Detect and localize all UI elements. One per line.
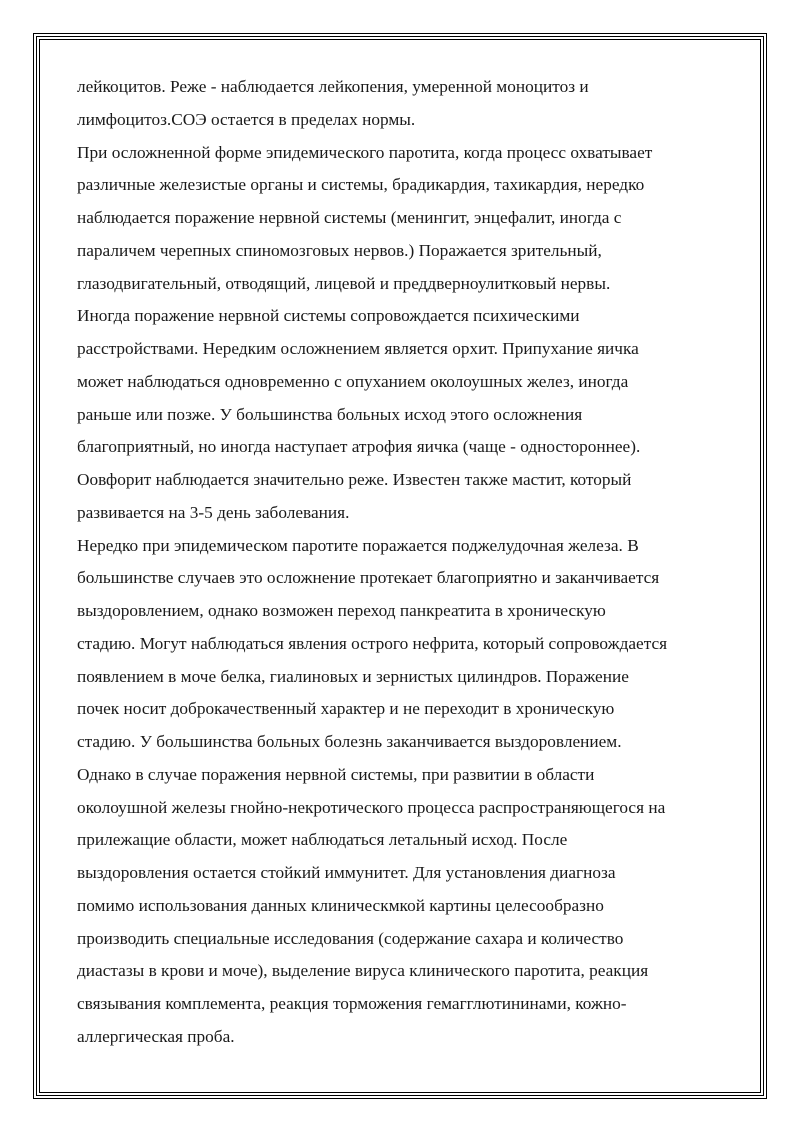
text-line: стадию. Могут наблюдаться явления острого нефрита, который сопровождается <box>77 633 668 653</box>
text-line: появлением в моче белка, гиалиновых и зернистых цилиндров. Поражение <box>77 666 629 686</box>
text-line: наблюдается поражение нервной системы (менингит, энцефалит, иногда с <box>77 208 622 227</box>
text-line: параличем черепных спиномозговых нервов.) Поражается зрительный, <box>77 240 602 260</box>
text-line: лимфоцитоз.СОЭ остается в пределах нормы. <box>77 109 416 129</box>
text-line: производить специальные исследования (содержание сахара и количество <box>77 928 624 948</box>
document-body <box>77 71 737 1054</box>
text-line: околоушной железы гнойно-некротического процесса распространяющегося на <box>77 797 666 817</box>
text-line: Нередко при эпидемическом паротите поражается поджелудочная железа. В <box>77 535 639 555</box>
text-line: Однако в случае поражения нервной системы, при развитии в области <box>77 764 595 784</box>
text-line: Иногда поражение нервной системы сопровождается психическими <box>77 306 580 326</box>
text-line: раньше или позже. У большинства больных исход этого осложнения <box>77 404 583 424</box>
text-line: глазодвигательный, отводящий, лицевой и преддверноулитковый нервы. <box>77 273 611 293</box>
text-line: расстройствами. Нередким осложнением является орхит. Припухание яичка <box>77 339 639 358</box>
text-line: выздоровления остается стойкий иммунитет. Для установления диагноза <box>77 863 616 882</box>
text-line: помимо использования данных клиническмкой картины целесообразно <box>77 895 604 915</box>
text-line: аллергическая проба. <box>77 1026 235 1046</box>
text-line: диастазы в крови и моче), выделение вируса клинического паротита, реакция <box>77 961 649 981</box>
text-line: лейкоцитов. Реже - наблюдается лейкопения, умеренной моноцитоз и <box>77 77 589 96</box>
text-line: развивается на 3-5 день заболевания. <box>77 502 350 522</box>
text-line: почек носит доброкачественный характер и не переходит в хроническую <box>77 699 615 719</box>
text-line: может наблюдаться одновременно с опуханием околоушных желез, иногда <box>77 371 629 391</box>
text-line: большинстве случаев это осложнение протекает благоприятно и заканчивается <box>77 568 660 588</box>
text-line: связывания комплемента, реакция торможения гемагглютининами, кожно- <box>77 994 627 1013</box>
text-line: При осложненной форме эпидемического паротита, когда процесс охватывает <box>77 142 653 162</box>
text-line: выздоровлением, однако возможен переход панкреатита в хроническую <box>77 601 606 620</box>
text-line: стадию. У большинства больных болезнь заканчивается выздоровлением. <box>77 732 622 751</box>
text-line: Оовфорит наблюдается значительно реже. Известен также мастит, который <box>77 470 632 489</box>
text-line: различные железистые органы и системы, брадикардия, тахикардия, нередко <box>77 175 645 195</box>
text-line: прилежащие области, может наблюдаться летальный исход. После <box>77 830 568 850</box>
text-line: благоприятный, но иногда наступает атрофия яичка (чаще - одностороннее). <box>77 437 641 457</box>
